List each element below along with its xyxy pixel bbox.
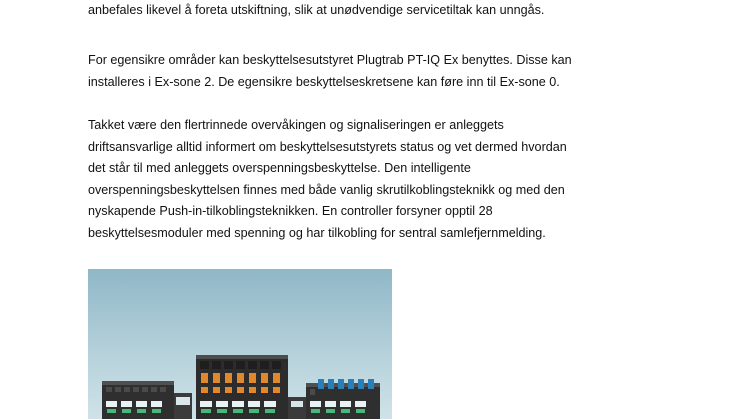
paragraph-line: det står til med anleggets overspenningsbeskyttelse. Den intelligente [88,161,471,176]
connector-block [288,397,306,419]
product-photo [88,269,392,419]
module-group-left [102,381,174,419]
paragraph-line: nyskapende Push-in-tilkoblingsteknikken. En controller forsyner opptil 28 [88,204,493,219]
paragraph-line: Takket være den flertrinnede overvåkingen og signaliseringen er anleggets [88,118,504,132]
controller-block [174,393,192,419]
surge-protector-illustration [88,269,392,419]
paragraph-3 [88,115,588,245]
module-group-center [196,355,288,419]
paragraph-line: driftsansvarlige alltid informert om beskyttelsesutstyrets status og vet dermed hvordan [88,139,567,154]
paragraph-line: overspenningsbeskyttelsen finnes med både vanlig skrutilkoblingsteknikk og med den [88,182,565,197]
paragraph-1 [88,0,588,22]
paragraph-line: beskyttelsesmoduler med spenning og har tilkobling for sentral samlefjernmelding. [88,225,546,240]
paragraph-line: For egensikre områder kan beskyttelsesutstyret Plugtrab PT-IQ Ex benyttes. Disse kan [88,53,572,67]
paragraph-2 [88,50,588,93]
paragraph-line: anbefales likevel å foreta utskiftning, slik at unødvendige servicetiltak kan unngås. [88,3,545,17]
module-group-right [306,379,380,419]
paragraph-line: installeres i Ex-sone 2. De egensikre beskyttelseskretsene kan føre inn til Ex-sone 0. [88,74,560,89]
